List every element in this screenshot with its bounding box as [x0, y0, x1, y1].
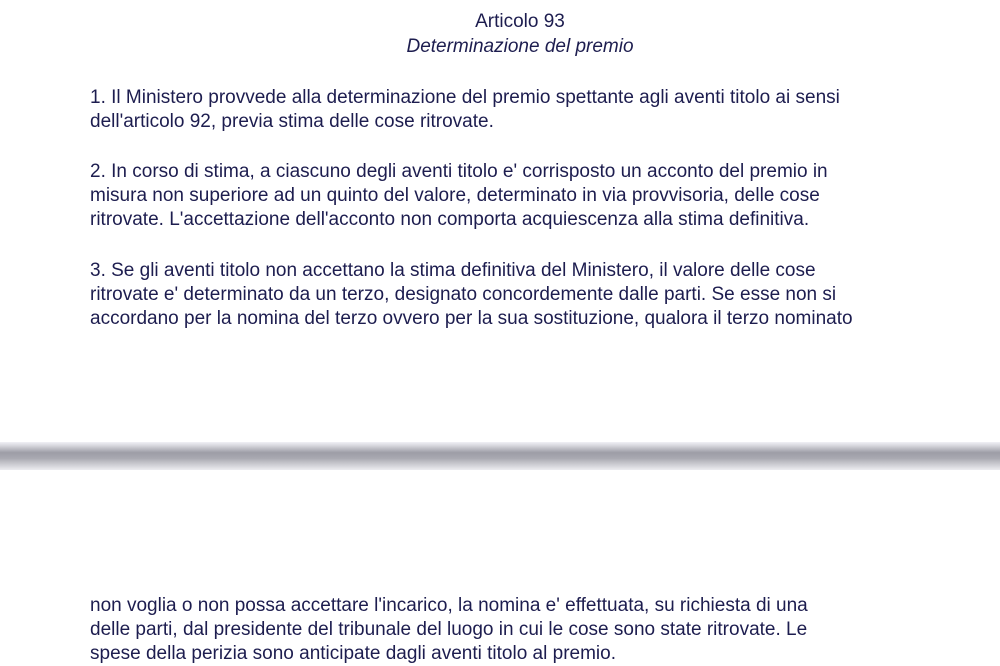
page-separator — [0, 442, 1000, 470]
paragraph-1: 1. Il Ministero provvede alla determinazione del premio spettante agli aventi titolo ai sensi dell'articolo 92, previa stima delle cose ritrovate. — [90, 87, 840, 132]
paragraph-2: 2. In corso di stima, a ciascuno degli aventi titolo e' corrisposto un acconto del premio in misura non superiore ad un quinto del valore, determinato in via provvisoria, delle cose ritrovate. L'accettazione dell'acconto non comporta acquiescenza alla stima definitiva. — [90, 161, 828, 230]
paragraph-3-continuation: non voglia o non possa accettare l'incarico, la nomina e' effettuata, su richiesta di una delle parti, dal presidente del tribunale del luogo in cui le cose sono state ritrovate. Le spese della perizia sono anticipate dagli aventi titolo al premio. — [90, 595, 808, 664]
article-title: Determinazione del premio — [406, 36, 634, 57]
paragraph-3: 3. Se gli aventi titolo non accettano la stima definitiva del Ministero, il valore delle cose ritrovate e' determinato da un terzo, designato concordemente dalle parti. Se esse non si accordano per la nomina del terzo ovvero per la sua sostituzione, qualora il terzo nominato — [90, 260, 853, 329]
document-page-2 — [0, 470, 1000, 666]
article-number: Articolo 93 — [475, 11, 565, 32]
